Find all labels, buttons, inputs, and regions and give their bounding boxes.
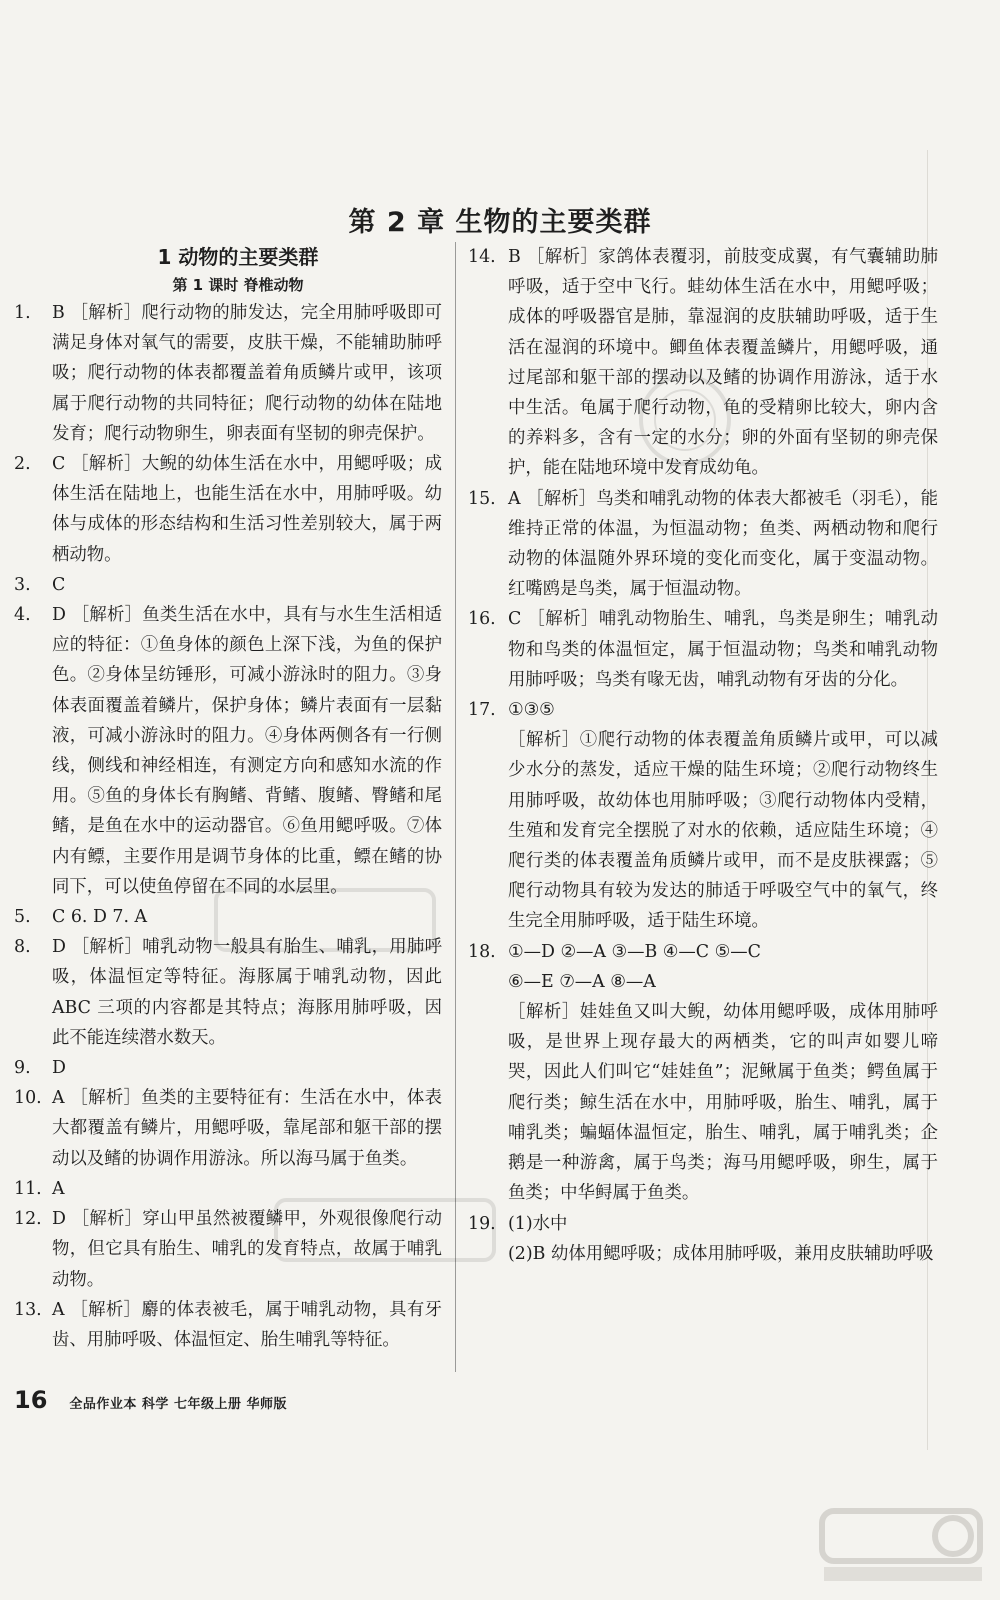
answer-item — [14, 1204, 442, 1295]
answer-number: 13. — [14, 1299, 42, 1320]
answer-text: A — [52, 1178, 65, 1199]
answer-text: D ［解析］穿山甲虽然被覆鳞甲，外观很像爬行动物，但它具有胎生、哺乳的发育特点，故属于哺乳动物。 — [52, 1209, 442, 1290]
answer-item — [14, 902, 442, 932]
section-title: 1 动物的主要类群 — [157, 245, 319, 269]
answer-item — [14, 1083, 442, 1174]
answer-number: 4. — [14, 605, 31, 626]
answer-number: 19. — [468, 1213, 496, 1234]
answer-item — [14, 570, 442, 600]
answer-item — [468, 1209, 938, 1269]
answer-text: B ［解析］爬行动物的肺发达，完全用肺呼吸即可满足身体对氧气的需要，皮肤干燥，不能辅助肺呼吸；爬行动物的体表都覆盖着角质鳞片或甲，该项属于爬行动物的共同特征；爬行动物的幼体在陆地发育；爬行动物卵生，卵表面有坚韧的卵壳保护。 — [52, 303, 442, 444]
answer-item — [14, 1295, 442, 1355]
answer-text: A ［解析］麝的体表被毛，属于哺乳动物，具有牙齿、用肺呼吸、体温恒定、胎生哺乳等特征。 — [52, 1299, 442, 1350]
answer-number: 15. — [468, 488, 496, 509]
column-divider — [455, 242, 456, 1372]
answer-text: A ［解析］鸟类和哺乳动物的体表大都被毛（羽毛），能维持正常的体温，为恒温动物；鱼类、两栖动物和爬行动物的体温随外界环境的变化而变化，属于变温动物。红嘴鸥是鸟类，属于恒温动物。 — [508, 488, 938, 600]
answer-number: 5. — [14, 907, 31, 928]
answer-item — [14, 600, 442, 902]
answer-item — [468, 242, 938, 484]
answer-text: D ［解析］鱼类生活在水中，具有与水生生活相适应的特征：①鱼身体的颜色上深下浅，为鱼的保护色。②身体呈纺锤形，可减小游泳时的阻力。③身体表面覆盖着鳞片，保护身体；鳞片表面有一层黏液，可减小游泳时的阻力。④身体两侧各有一行侧线，侧线和神经相连，有测定方向和感知水流的作用。⑤鱼的身体长有胸鳍、背鳍、腹鳍、臀鳍和尾鳍，是鱼在水中的运动器官。⑥鱼用鳃呼吸。⑦体内有鳔，主要作用是调节身体的比重，鳔在鳍的协同下，可以使鱼停留在不同的水层里。 — [52, 605, 442, 897]
answer-number: 1. — [14, 303, 31, 323]
answer-text: A ［解析］鱼类的主要特征有：生活在水中，体表大都覆盖有鳞片，用鳃呼吸，靠尾部和躯干部的摆动以及鳍的协调作用游泳。所以海马属于鱼类。 — [52, 1088, 442, 1169]
answer-subtext: ［解析］①爬行动物的体表覆盖角质鳞片或甲，可以减少水分的蒸发，适应干燥的陆生环境；②爬行动物终生用肺呼吸，故幼体也用肺呼吸；③爬行动物体内受精，生殖和发育完全摆脱了对水的依赖，适应陆生环境；④爬行类的体表覆盖角质鳞片或甲，而不是皮肤裸露；⑤爬行动物具有较为发达的肺适于呼吸空气中的氧气，终生完全用肺呼吸，适于陆生环境。 — [508, 730, 938, 932]
answer-item — [14, 1174, 442, 1204]
answer-text: D ［解析］哺乳动物一般具有胎生、哺乳，用肺呼吸，体温恒定等特征。海豚属于哺乳动物，因此 ABC 三项的内容都是其特点；海豚用肺呼吸，因此不能连续潜水数天。 — [52, 937, 442, 1048]
page-footer — [14, 1386, 287, 1414]
chapter-title: 第 2 章 生物的主要类群 — [348, 207, 652, 238]
answer-item — [14, 1053, 442, 1083]
answer-number: 8. — [14, 937, 31, 958]
answer-number: 12. — [14, 1209, 42, 1230]
answer-subtext: ⑥—E ⑦—A ⑧—A — [508, 971, 656, 992]
answer-number: 14. — [468, 247, 496, 267]
answer-subtext: ［解析］娃娃鱼又叫大鲵，幼体用鳃呼吸，成体用肺呼吸，是世界上现存最大的两栖类，它的叫声如婴儿啼哭，因此人们叫它“娃娃鱼”；泥鳅属于鱼类；鳄鱼属于爬行类；鲸生活在水中，用肺呼吸，胎生、哺乳，属于哺乳类；蝙蝠体温恒定，胎生、哺乳，属于哺乳类；企鹅是一种游禽，属于鸟类；海马用鳃呼吸，卵生，属于鱼类；中华鲟属于鱼类。 — [508, 1002, 938, 1204]
answer-text: (1)水中 — [508, 1213, 568, 1234]
answer-item — [14, 449, 442, 570]
right-column — [468, 242, 938, 1269]
answer-text: D — [52, 1058, 66, 1079]
answer-text: B ［解析］家鸽体表覆羽，前肢变成翼，有气囊辅助肺呼吸，适于空中飞行。蛙幼体生活在水中，用鳃呼吸；成体的呼吸器官是肺，靠湿润的皮肤辅助呼吸，适于生活在湿润的环境中。鲫鱼体表覆盖鳞片，用鳃呼吸，通过尾部和躯干部的摆动以及鳍的协调作用游泳，适于水中生活。龟属于爬行动物，龟的受精卵比较大，卵内含的养料多，含有一定的水分；卵的外面有坚韧的卵壳保护，能在陆地环境中发育成幼龟。 — [508, 247, 938, 479]
answer-text: C ［解析］大鲵的幼体生活在水中，用鳃呼吸；成体生活在陆地上，也能生活在水中，用肺呼吸。幼体与成体的形态结构和生活习性差别较大，属于两栖动物。 — [52, 454, 442, 565]
book-label: 全品作业本 科学 七年级上册 华师版 — [69, 1397, 287, 1412]
answer-number: 17. — [468, 700, 496, 721]
answer-item — [14, 298, 442, 449]
answer-text: C 6. D 7. A — [52, 907, 148, 928]
answer-subtext: (2)B 幼体用鳃呼吸；成体用肺呼吸，兼用皮肤辅助呼吸 — [508, 1243, 934, 1264]
answer-number: 3. — [14, 574, 31, 595]
answer-text: ①—D ②—A ③—B ④—C ⑤—C — [508, 941, 761, 962]
answer-number: 11. — [14, 1178, 42, 1199]
answer-text: ①③⑤ — [508, 700, 555, 721]
answer-text: C ［解析］哺乳动物胎生、哺乳，鸟类是卵生；哺乳动物和鸟类的体温恒定，属于恒温动物；鸟类和哺乳动物用肺呼吸；鸟类有喙无齿，哺乳动物有牙齿的分化。 — [508, 609, 938, 690]
answer-item — [468, 695, 938, 937]
answer-item — [468, 604, 938, 695]
page-number: 16 — [14, 1386, 48, 1414]
answer-number: 18. — [468, 941, 496, 962]
answer-item — [468, 937, 938, 1209]
lesson-title: 第 1 课时 脊椎动物 — [172, 276, 304, 294]
answer-number: 9. — [14, 1058, 31, 1079]
left-column — [14, 242, 442, 1355]
site-logo-icon — [818, 1505, 988, 1585]
answer-item — [14, 932, 442, 1053]
answer-number: 16. — [468, 609, 496, 630]
answer-number: 10. — [14, 1088, 42, 1109]
answer-text: C — [52, 574, 66, 595]
answer-number: 2. — [14, 454, 31, 475]
answer-item — [468, 484, 938, 605]
